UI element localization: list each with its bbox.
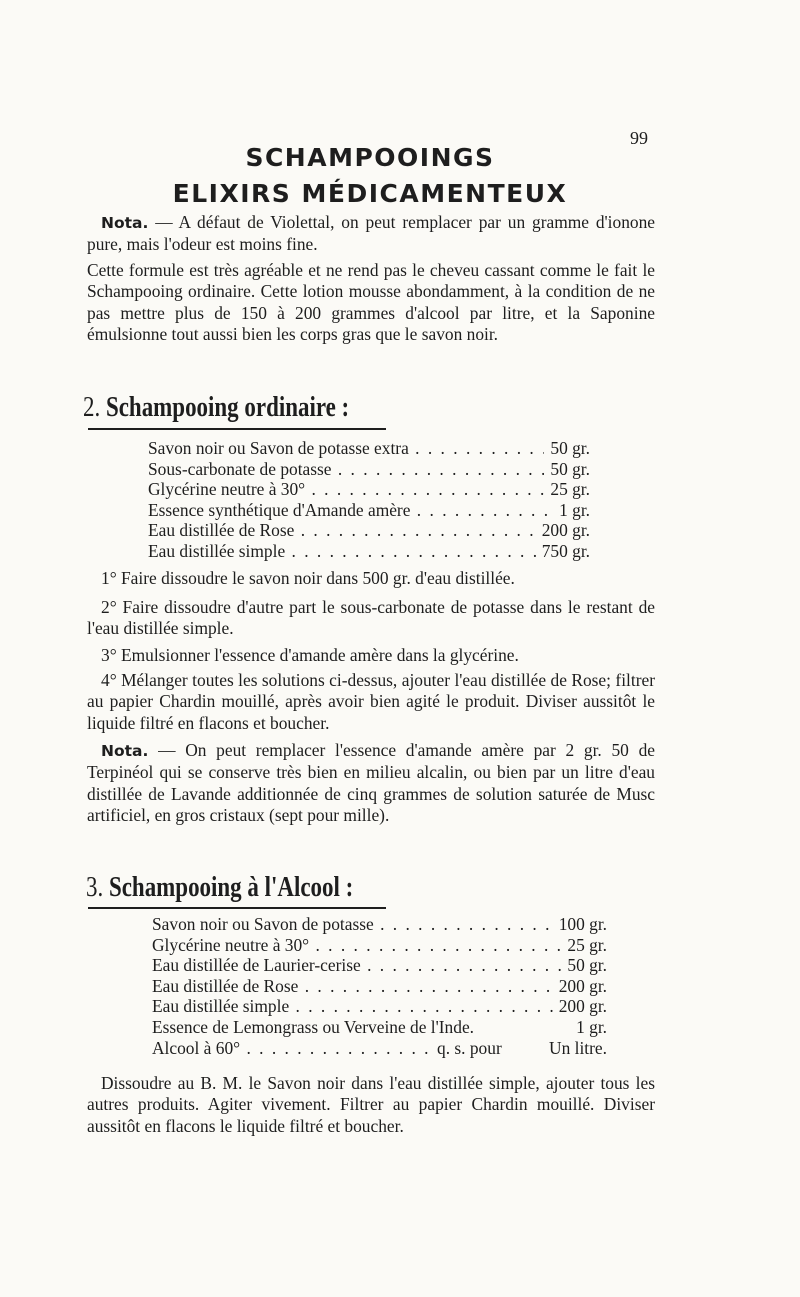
closing-text: Dissoudre au B. M. le Savon noir dans l'eau distillée simple, ajouter tous les autres produits. Agiter vivement. Filtrer au papier Chardin mouillé. Diviser aussitôt en flacons le liquide filtré et boucher. xyxy=(87,1073,655,1136)
ingredient-row xyxy=(148,438,590,459)
ingredient-qty: 1 gr. xyxy=(576,1016,607,1037)
ingredient-row xyxy=(152,1017,607,1038)
ingredient-name: Eau distillée de Rose . . . xyxy=(148,520,536,541)
section-3-ingredients xyxy=(152,914,607,1058)
ingredient-qty: 1 gr. xyxy=(559,499,590,520)
ingredient-qty: 200 gr. xyxy=(558,996,607,1017)
ingredient-row xyxy=(152,955,607,976)
ingredient-qty: 200 gr. xyxy=(558,975,607,996)
ingredient-qty: 750 gr. xyxy=(541,540,590,561)
ingredient-row xyxy=(152,976,607,997)
ingredient-name: Eau distillée de Rose . . . xyxy=(152,976,553,997)
section-2-step-2 xyxy=(87,597,655,640)
section-3-closing xyxy=(87,1073,655,1137)
section-2-number: 2. xyxy=(83,392,101,423)
intro-paragraph xyxy=(87,260,655,345)
ingredient-qty: 50 gr. xyxy=(550,438,590,458)
section-3-underline xyxy=(88,907,386,909)
ingredient-row xyxy=(152,996,607,1017)
step-text: 3° Emulsionner l'essence d'amande amère dans la glycérine. xyxy=(101,645,519,665)
nota-label: Nota. xyxy=(101,742,149,760)
ingredient-row xyxy=(148,479,590,500)
ingredient-name: Essence de Lemongrass ou Verveine de l'Inde. xyxy=(152,1016,475,1037)
section-2-nota xyxy=(87,740,655,826)
ingredient-qty: 50 gr. xyxy=(550,458,590,479)
section-3-title: Schampooing à l'Alcool : xyxy=(108,872,354,903)
ingredient-qty: 25 gr. xyxy=(567,934,607,955)
ingredient-qty: 50 gr. xyxy=(567,955,607,976)
ingredient-qty: Un litre. xyxy=(549,1037,607,1058)
section-2-heading xyxy=(83,392,349,424)
ingredient-name: Savon noir ou Savon de potasse extra . . . xyxy=(148,438,544,459)
page-header xyxy=(0,140,740,212)
section-2-step-4 xyxy=(87,670,655,734)
ingredient-row xyxy=(148,500,590,521)
section-3-heading xyxy=(86,872,353,904)
ingredient-quantity-note: q. s. pour xyxy=(437,1037,502,1058)
ingredient-row xyxy=(148,459,590,480)
ingredient-row xyxy=(152,914,607,935)
ingredient-name: Savon noir ou Savon de potasse . . . xyxy=(152,914,553,935)
section-2-step-3 xyxy=(87,645,655,666)
nota-text: — A défaut de Violettal, on peut remplacer par un gramme d'ionone pure, mais l'odeur est moins fine. xyxy=(87,212,655,255)
header-title: SCHAMPOOINGS xyxy=(245,143,495,172)
ingredient-name: Essence synthétique d'Amande amère . . . xyxy=(148,500,553,521)
ingredient-name: Eau distillée simple . . . xyxy=(152,996,553,1017)
ingredient-qty: 200 gr. xyxy=(541,520,590,541)
step-text: 2° Faire dissoudre d'autre part le sous-carbonate de potasse dans le restant de l'eau distillée simple. xyxy=(87,597,655,639)
page-number: 99 xyxy=(630,128,648,148)
ingredient-name: Eau distillée de Laurier-cerise . . . xyxy=(152,955,561,976)
section-3-number: 3. xyxy=(86,872,104,903)
ingredient-row xyxy=(148,520,590,541)
ingredient-row xyxy=(148,541,590,562)
intro-nota xyxy=(87,212,655,256)
ingredient-name: Sous-carbonate de potasse . . . xyxy=(148,459,544,480)
ingredient-row xyxy=(152,935,607,956)
step-text: 1° Faire dissoudre le savon noir dans 500 gr. d'eau distillée. xyxy=(101,568,515,588)
ingredient-name: Eau distillée simple . . . xyxy=(148,541,536,562)
ingredient-qty: 100 gr. xyxy=(558,914,607,934)
nota-label: Nota. xyxy=(101,214,149,232)
ingredient-name: Alcool à 60° . . . xyxy=(152,1038,437,1059)
nota-text: — On peut remplacer l'essence d'amande amère par 2 gr. 50 de Terpinéol qui se conserve très bien en milieu alcalin, ou bien par un litre d'eau distillée de Lavande additionnée de cinq grammes de solution saturée de Musc artificiel, en gros cristaux (sept pour mille). xyxy=(87,740,655,825)
ingredient-qty: 25 gr. xyxy=(550,479,590,500)
step-text: 4° Mélanger toutes les solutions ci-dessus, ajouter l'eau distillée de Rose; filtrer au papier Chardin mouillé, après avoir bien agité le produit. Diviser aussitôt le liquide filtré en flacons et boucher. xyxy=(87,670,655,733)
section-2-underline xyxy=(88,428,386,430)
section-2-title: Schampooing ordinaire : xyxy=(105,392,350,423)
section-2-step-1 xyxy=(87,568,655,589)
header-subtitle: ELIXIRS MÉDICAMENTEUX xyxy=(172,179,568,208)
intro-paragraph-text: Cette formule est très agréable et ne rend pas le cheveu cassant comme le fait le Schampooing ordinaire. Cette lotion mousse abondamment, à la condition de ne pas mettre plus de 150 à 200 grammes d'alcool par litre, et la Saponine émulsionne tout aussi bien les corps gras que le savon noir. xyxy=(87,260,655,344)
ingredient-name: Glycérine neutre à 30° . . . xyxy=(152,935,561,956)
section-2-ingredients xyxy=(148,438,590,562)
ingredient-name: Glycérine neutre à 30° . . . xyxy=(148,479,544,500)
ingredient-row xyxy=(152,1038,607,1059)
